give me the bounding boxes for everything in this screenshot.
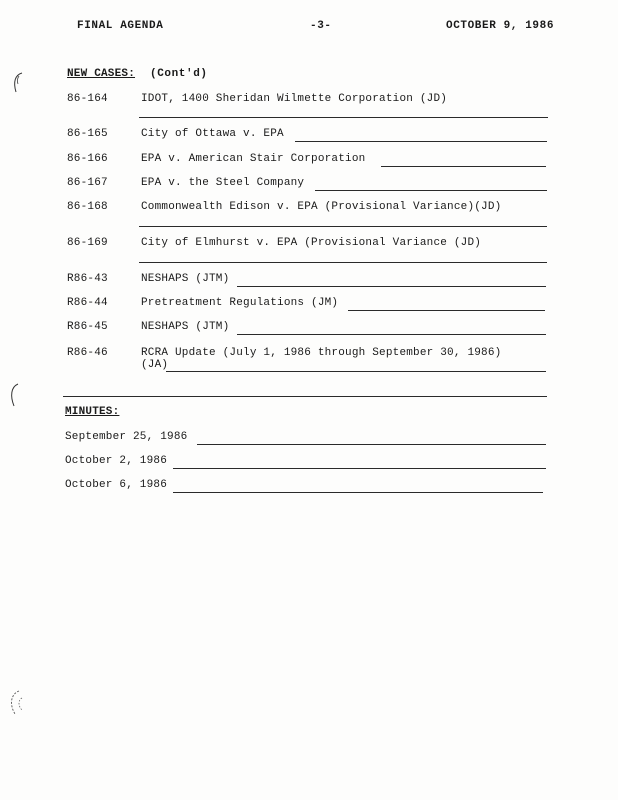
case-title: City of Elmhurst v. EPA (Provisional Variance (JD) [141, 237, 482, 249]
case-signature-line [381, 166, 546, 167]
margin-mark-bottom [6, 688, 28, 718]
header-title: FINAL AGENDA [77, 20, 164, 32]
case-signature-line [315, 190, 547, 191]
case-title: City of Ottawa v. EPA [141, 128, 284, 140]
case-number: R86-46 [67, 347, 108, 359]
new-cases-heading: NEW CASES: [67, 68, 136, 80]
margin-mark-middle [7, 382, 21, 408]
header-date: OCTOBER 9, 1986 [446, 20, 555, 32]
minutes-date: October 6, 1986 [65, 479, 168, 491]
case-title: Pretreatment Regulations (JM) [141, 297, 339, 309]
case-title: EPA v. the Steel Company [141, 177, 305, 189]
minutes-signature-line [197, 444, 546, 445]
case-signature-line [237, 286, 546, 287]
case-title: IDOT, 1400 Sheridan Wilmette Corporation (JD) [141, 93, 448, 105]
case-title-continued: (JA) [141, 359, 169, 371]
case-signature-line [166, 371, 546, 372]
case-title: NESHAPS (JTM) [141, 273, 230, 285]
case-number: 86-166 [67, 153, 108, 165]
section-divider [63, 396, 547, 397]
case-number: R86-43 [67, 273, 108, 285]
minutes-signature-line [173, 492, 543, 493]
minutes-signature-line [173, 468, 546, 469]
case-number: R86-45 [67, 321, 108, 333]
minutes-date: September 25, 1986 [65, 431, 188, 443]
case-title: Commonwealth Edison v. EPA (Provisional Variance)(JD) [141, 201, 502, 213]
case-signature-line [348, 310, 545, 311]
case-number: 86-165 [67, 128, 108, 140]
case-title: EPA v. American Stair Corporation [141, 153, 366, 165]
case-signature-line [237, 334, 546, 335]
case-title: RCRA Update (July 1, 1986 through September 30, 1986) [141, 347, 502, 359]
minutes-heading: MINUTES: [65, 406, 120, 418]
case-signature-line [139, 117, 548, 118]
case-number: 86-164 [67, 93, 108, 105]
case-number: 86-168 [67, 201, 108, 213]
case-signature-line [139, 262, 547, 263]
case-number: 86-169 [67, 237, 108, 249]
case-number: 86-167 [67, 177, 108, 189]
page-number: -3- [310, 20, 332, 32]
minutes-date: October 2, 1986 [65, 455, 168, 467]
case-signature-line [295, 141, 547, 142]
new-cases-heading-suffix: (Cont'd) [150, 68, 208, 80]
case-title: NESHAPS (JTM) [141, 321, 230, 333]
margin-mark-top [10, 70, 26, 96]
case-signature-line [139, 226, 547, 227]
case-number: R86-44 [67, 297, 108, 309]
